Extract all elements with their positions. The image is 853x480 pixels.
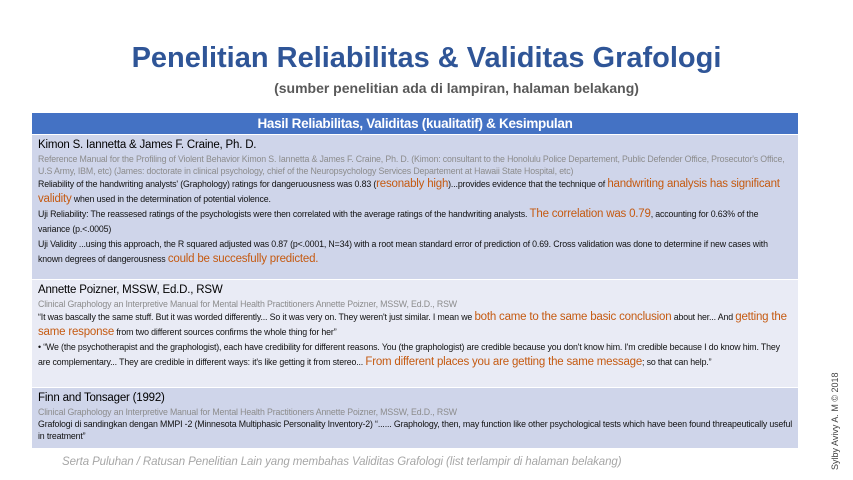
finding-paragraph	[38, 237, 792, 267]
results-table	[32, 113, 798, 448]
finding-paragraph	[38, 177, 792, 207]
text: from two different sources confirms the whole thing for her”	[114, 327, 337, 337]
table-row	[32, 134, 798, 279]
text: Uji Validity ...using this approach, the R squared adjusted was 0.87 (p<.0001, N=34) with a root mean standard error of prediction of 0.69. Cross validation was done to determine if new cases with known degrees of dangerousness	[38, 239, 768, 264]
finding-paragraph	[38, 310, 792, 340]
highlight: handwriting analysis has significant validity	[38, 178, 780, 205]
highlight: getting the same response	[38, 311, 787, 338]
finding-paragraph	[38, 207, 792, 237]
text: • “We (the psychotherapist and the graphologist), each have credibility for different reasons. You (the graphologist) are credible because you don't know him. I'm credible because I do know him. They are complementary... They are credible in different ways: it's like getting it from stereo...	[38, 342, 780, 367]
text: about her... And	[671, 312, 736, 322]
researcher-name: Kimon S. Iannetta & James F. Craine, Ph. D.	[38, 139, 257, 151]
author-credit: Sylby Avivy A. M © 2018	[830, 372, 840, 470]
source-reference: Clinical Graphology an Interpretive Manual for Mental Health Practitioners Annette Poizner, MSSW, Ed.D., RSW	[38, 407, 457, 417]
text: when used in the determination of potential violence.	[71, 194, 271, 204]
text: “It was bascally the same stuff. But it was worded differently... So it was very on. They weren't just similar. I mean we	[38, 312, 475, 322]
highlight: The correlation was 0.79	[529, 208, 651, 220]
page-subtitle: (sumber penelitian ada di lampiran, halaman belakang)	[274, 80, 639, 96]
highlight: could be succesfully predicted.	[167, 253, 319, 265]
researcher-name: Finn and Tonsager (1992)	[38, 392, 165, 404]
text: )...provides evidence that the technique of	[448, 179, 608, 189]
table-row	[32, 279, 798, 387]
table-header: Hasil Reliabilitas, Validitas (kualitatif) & Kesimpulan	[32, 113, 798, 134]
page-title: Penelitian Reliabilitas & Validitas Grafologi	[131, 42, 722, 74]
source-reference: Reference Manual for the Profiling of Violent Behavior Kimon S. Iannetta & James F. Craine, Ph. D. (Kimon: consultant to the Honolulu Police Departement, Public Defender Office, Prosecutor's Office, U.S Army, IBM, etc) (James: doctorate in clinical psychology, chief of the Neuropsychology Services Departement at Hawaii State Hospital, etc)	[38, 154, 785, 176]
table-row	[32, 387, 798, 448]
highlight: resonably high	[376, 178, 449, 190]
highlight: both came to the same basic conclusion	[474, 311, 672, 323]
text: ; so that can help.”	[642, 357, 712, 367]
footer-note: Serta Puluhan / Ratusan Penelitian Lain yang membahas Validitas Grafologi (list terlampir di halaman belakang)	[62, 456, 622, 468]
text: Uji Reliability: The reassesed ratings of the psychologists were then correlated with the average ratings of the handwriting analysts.	[38, 209, 530, 219]
highlight: From different places you are getting the same message	[365, 356, 643, 368]
finding-paragraph	[38, 340, 792, 370]
finding-paragraph: Grafologi di sandingkan dengan MMPI -2 (Minnesota Multiphasic Personality Inventory-2) “...... Graphology, then, may function like other psychological tests which have been found threapeutically useful in treatment”	[38, 419, 793, 441]
source-reference: Clinical Graphology an Interpretive Manual for Mental Health Practitioners Annette Poizner, MSSW, Ed.D., RSW	[38, 299, 457, 309]
text: Reliability of the handwriting analysts' (Graphology) ratings for dangeruousness was 0.83 (	[38, 179, 377, 189]
researcher-name: Annette Poizner, MSSW, Ed.D., RSW	[38, 284, 223, 296]
text: , accounting for 0.63% of the variance (p.<.0005)	[38, 209, 759, 234]
